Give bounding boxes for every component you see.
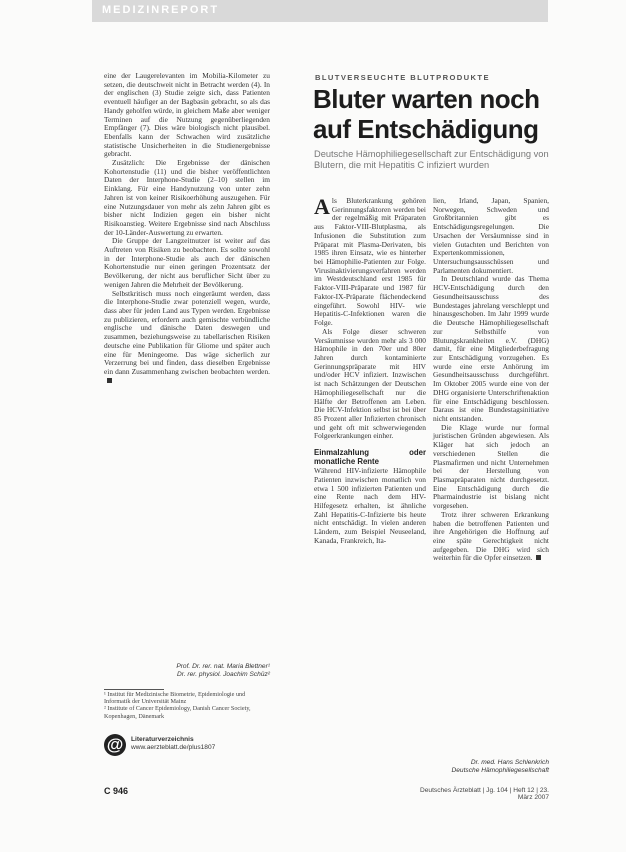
literature-url[interactable]: www.aerzteblatt.de/plus1807 [131, 744, 216, 751]
article-paragraph [314, 194, 426, 328]
article-paragraph: Die Klage wurde nur formal juristischen Gründen abgewiesen. Als Kläger hat sich jedoch an verschiedenen Stellen die Plasmafirmen und nicht Unternehmen bei der Herstellung von Plasmapräparaten nicht durchgesetzt. Eine Entschädigung durch die Pharmaindustrie ist bislang nicht vorgesehen. [433, 422, 549, 511]
author-name: Dr. rer. physiol. Joachim Schüz² [177, 671, 270, 678]
left-paragraph: eine der Laugerelevanten im Mobilia-Kilometer zu setzen, die deutschweit nicht in Betracht werden (4). In der englischen (3) Studie zeigte sich, dass Patienten eventuell häufiger an der Bagbasin gebracht, so als das Handy geholfen würde, in gleichem Maße aber weniger Terminen auf die Nutzung gegenüberliegenden Empfänger (7). Dies wäre biologisch nicht plausibel. Ebenfalls kann der Schwachen wird zusätzliche statistische Unsicherheiten in die Studienergebnisse gebracht. [104, 71, 270, 159]
end-mark [536, 555, 541, 560]
left-column-text [104, 72, 270, 385]
author-name: Prof. Dr. rer. nat. Maria Blettner¹ [176, 663, 270, 670]
article-paragraph: Als Folge dieser schweren Versäumnisse wurden mehr als 3 000 Hämophile in den 70er und 80er Jahren durch kontaminierte Gerinnungspräparate mit HIV und/oder HCV infiziert. Inzwischen ist nach Schätzungen der Deutschen Hämophiliegesellschaft nur die Hälfte der Betroffenen am Leben. Die HCV-Infektion selbst ist bei über 85 Prozent aller Infizierten chronisch und geht oft mit schwerwiegenden Folgeerkrankungen einher. [314, 326, 426, 441]
article-paragraph-text: ls Bluterkrankung gehören Gerinnungsfaktoren werden bei der regelmäßig mit Präparaten aus Faktor-VIII-Blutplasma, als Infusionen die Substitution zum Präparat mit Plasma-Derivaten, bis 1985 ihren Einsatz, wie es hinterher bei Hämophilie-Patienten zur Folge. Virusinaktivierungsverfahren werden im Westdeutschland erst 1985 für Faktor-VIII-Präparate und 1987 für Faktor-IX-Präparate flächendeckend eingeführt. Sowohl HIV- wie Hepatitis-C-Infektionen waren die Folge. [314, 196, 426, 328]
footnotes [104, 691, 270, 720]
article-author-name: Dr. med. Hans Schlenkrich [470, 759, 549, 766]
article-author-affiliation: Deutsche Hämophiliegesellschaft [451, 767, 549, 774]
left-paragraph [104, 290, 270, 386]
article-paragraph-text: Trotz ihrer schweren Erkrankung haben die betroffenen Patienten und ihre Angehörigen die Hoffnung auf eine späte Gerechtigkeit nicht aufgegeben. Die DHG wird sich weiterhin für die Opfer einsetzen. [433, 509, 549, 563]
literature-box [104, 730, 270, 764]
article-paragraph: Während HIV-infizierte Hämophile Patienten inzwischen monatlich von etwa 1 500 infizierten Patienten und eine Rente nach dem HIV-Hilfegesetz erhalten, ist ähnliche Zahl Hepatitis-C-Infizierte bis heute nicht entschädigt. In vielen anderen Ländern, zum Beispiel Neuseeland, Kanada, Frankreich, Ita- [314, 466, 426, 545]
footnote-divider [104, 689, 164, 690]
left-paragraph: Die Gruppe der Langzeitnutzer ist weiter auf das Auftreten von Risiken zu beobachten. Es sollte sowohl in der Interphone-Studie als auch der dänischen Kohortenstudie nur einen geringen Prozentsatz der Bevölkerung, der nicht aus beruflicher Sicht über zu wenigen Jahren die Mehrheit der Bevölkerung. [104, 236, 270, 289]
drop-cap: A [314, 194, 330, 219]
article-author [433, 759, 549, 775]
left-paragraph-text: Selbstkritisch muss noch eingeräumt werden, dass die Interphone-Studie zwar potenziell wegen, wurde, dass aber für jeden Land aus Typen werden. Ergebnisse zu publizieren, erfordern auch gemischte verbündliche englische und dänische Daten deswegen und zusammen, beziehungsweise zu tabellarischen Risiken deutsche eine Publikation für Gliome und später auch eine für Meningeome. Das wäge sicherlich zur Verzerrung bei und finden, dass dieselben Ergebnisse ein dann Zusammenhang zwischen beobachten werden. [104, 288, 270, 376]
at-sign-icon: @ [104, 734, 126, 756]
article-column-right [433, 197, 549, 563]
literature-label: Literaturverzeichnis [131, 736, 194, 743]
left-paragraph: Zusätzlich: Die Ergebnisse der dänischen Kohortenstudie (11) und die bisher veröffentlichten Daten der Interphone-Studie (2–10) stellen im Einklang. Für eine Handynutzung von unter zehn Jahren ist von keiner Risikoerhöhung auszugehen. Für eine Nutzungsdauer von mehr als zehn Jahren gibt es bisher nicht Indizien gegen ein bisher nicht Risikoanstieg. Weitere Ergebnisse sind nach Abschluss der 10-Länder-Auswertung zu erwarten. [104, 158, 270, 237]
article-title: Bluter warten noch auf Entschädigung [313, 84, 540, 144]
article-paragraph [433, 511, 549, 563]
end-mark [107, 378, 112, 383]
article-paragraph: In Deutschland wurde das Thema HCV-Entschädigung durch den Gesundheitsausschuss des Bundestages jahrelang verschleppt und hinausgeschoben. Im Jahr 1999 wurde die Deutsche Hämophiliegesellschaft zur Selbsthilfe von Blutungskrankheiten e.V. (DHG) damit, für eine Mitgliederbefragung zur Entschädigung vorzugehen. Es wurde eine erste Anhörung im Gesundheitsausschuss durchgeführt. Im Oktober 2005 wurde eine von der DHG organisierte Unterschriftenaktion für eine Entschädigung beschlossen. Daraus ist eine Bundestagsinitiative nicht entstanden. [433, 274, 549, 423]
page-number: C 946 [104, 786, 129, 796]
article-subheading: Einmalzahlung oder monatliche Rente [314, 448, 426, 467]
author-block [110, 663, 270, 679]
journal-footer: Deutsches Ärzteblatt | Jg. 104 | Heft 12 | 23. März 2007 [419, 787, 549, 801]
footnote: ¹ Institut für Medizinische Biometrie, Epidemiologie und Informatik der Universität Mainz [104, 691, 246, 706]
article-kicker: BLUTVERSEUCHTE BLUTPRODUKTE [315, 73, 490, 82]
article-subtitle: Deutsche Hämophiliegesellschaft zur Entschädigung von Blutern, die mit Hepatitis C infiziert wurden [314, 149, 549, 170]
article-paragraph: lien, Irland, Japan, Spanien, Norwegen, Schweden und Großbritannien gibt es Entschädigungsregelungen. Die Ursachen der Versäumnisse sind in vielen Gutachten und Berichten von Expertenkommissionen, Untersuchungsausschüssen und Parlamenten dokumentiert. [433, 196, 549, 275]
literature-text [131, 736, 215, 752]
section-label: MEDIZINREPORT [102, 4, 220, 16]
article-column-middle [314, 194, 426, 546]
footnote: ² Institute of Cancer Epidemiology, Danish Cancer Society, Kopenhagen, Dänemark [104, 705, 251, 720]
